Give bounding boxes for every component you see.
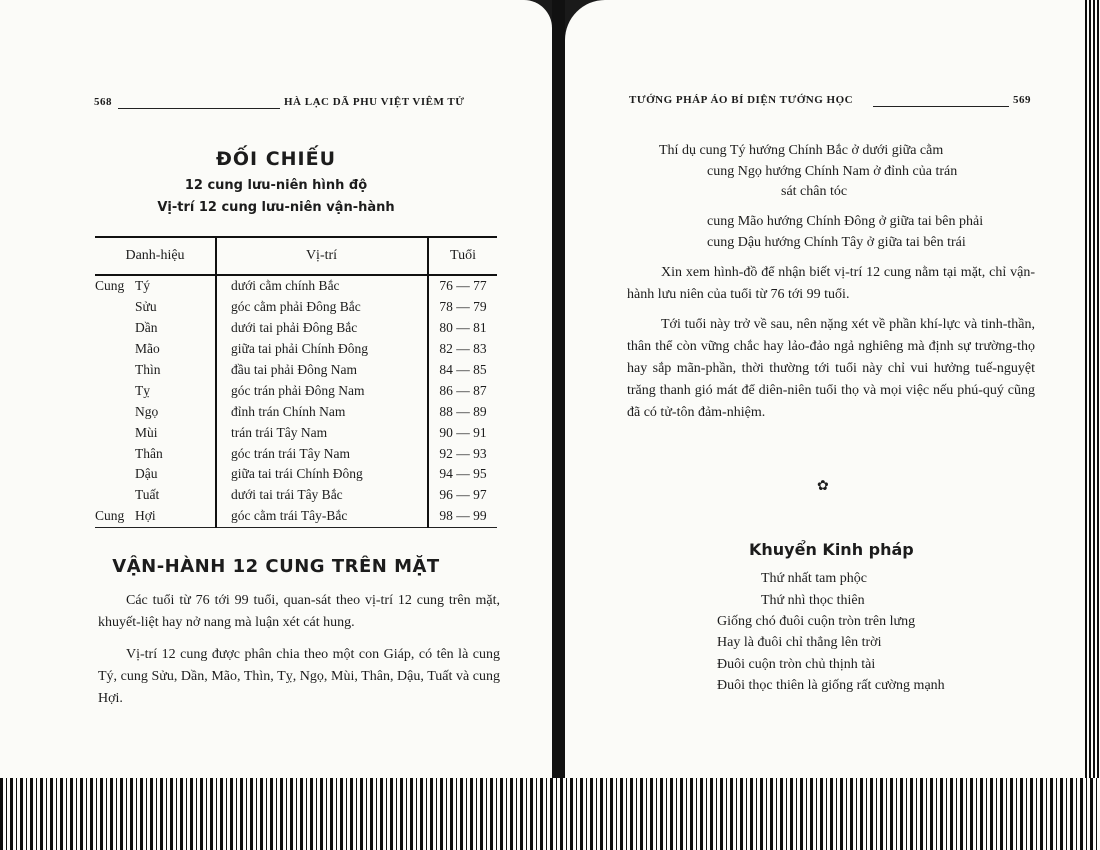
example-line-5: cung Dậu hướng Chính Tây ở giữa tai bên trái bbox=[707, 235, 966, 250]
table-row bbox=[95, 339, 497, 360]
cell-ages: 80 — 81 bbox=[439, 320, 487, 336]
example-line-1: Thí dụ cung Tý hướng Chính Bắc ở dưới giữa cằm bbox=[659, 143, 944, 158]
cell-name bbox=[95, 318, 216, 339]
paragraph-left-1: Các tuổi từ 76 tới 99 tuổi, quan-sát theo vị-trí 12 cung trên mặt, khuyết-liệt hay nở nang mà luận xét cát hung. bbox=[98, 593, 500, 630]
zodiac-name: Thìn bbox=[135, 362, 161, 377]
cell-ages: 90 — 91 bbox=[439, 424, 487, 440]
cell-ages: 94 — 95 bbox=[439, 466, 487, 482]
cung-prefix: Cung bbox=[95, 278, 125, 294]
poem-line-1: Thứ nhất tam phộc bbox=[761, 571, 867, 586]
cell-ages: 96 — 97 bbox=[439, 487, 487, 503]
cell-ages: 86 — 87 bbox=[439, 382, 487, 398]
cell-ages: 76 — 77 bbox=[439, 278, 487, 294]
cell-ages: 98 — 99 bbox=[428, 506, 497, 527]
zodiac-name: Tý bbox=[135, 278, 150, 294]
table-row bbox=[95, 275, 497, 297]
page-number-left: 568 bbox=[94, 96, 112, 108]
cell-name bbox=[95, 275, 216, 297]
cell-position: đỉnh trán Chính Nam bbox=[216, 401, 428, 422]
cell-name bbox=[95, 464, 216, 485]
zodiac-name: Dần bbox=[135, 320, 158, 336]
poem-line-3: Giống chó đuôi cuộn tròn trên lưng bbox=[717, 614, 916, 629]
poem-line-6: Đuôi thọc thiên là giống rất cường mạnh bbox=[717, 678, 945, 693]
poem-line-4: Hay là đuôi chỉ thẳng lên trời bbox=[717, 635, 882, 650]
table-row bbox=[95, 318, 497, 339]
section-title-van-hanh: VẬN-HÀNH 12 CUNG TRÊN MẶT bbox=[112, 556, 440, 577]
cell-ages: 78 — 79 bbox=[439, 299, 487, 315]
poem-line-2: Thứ nhì thọc thiên bbox=[761, 593, 865, 608]
book-gutter bbox=[552, 0, 565, 790]
table-row bbox=[95, 401, 497, 422]
zodiac-name: Mão bbox=[135, 341, 160, 357]
cell-ages: 88 — 89 bbox=[439, 403, 487, 419]
cell-position: giữa tai trái Chính Đông bbox=[216, 464, 428, 485]
cell-name bbox=[95, 443, 216, 464]
scan-edge-artifact bbox=[1085, 0, 1100, 790]
cell-ages: 84 — 85 bbox=[439, 362, 487, 377]
cell-ages: 82 — 83 bbox=[439, 341, 487, 357]
running-header-right: TƯỚNG PHÁP ÁO BÍ DIỆN TƯỚNG HỌC bbox=[629, 94, 854, 106]
column-header-position: Vị-trí bbox=[216, 237, 428, 275]
zodiac-name: Tuất bbox=[135, 487, 160, 503]
subtitle-2: Vị-trí 12 cung lưu-niên vận-hành bbox=[157, 200, 395, 215]
flower-ornament-icon: ✿ bbox=[817, 479, 829, 494]
cung-prefix: Cung bbox=[95, 508, 125, 524]
paragraph-right-2: Tới tuổi này trở về sau, nên nặng xét về phần khí-lực và tinh-thần, thân thể còn vững chắc hay lảo-đảo ngả nghiêng mà định sự trường-thọ hay sắp mãn-phần, thời thường tới tuổi này chỉ vui hưởng tuế-nguyệt trăng thanh gió mát để diên-niên tuổi thọ và mọi việc nếu phú-quý cũng đã có tử-tôn đảm-nhiệm. bbox=[627, 317, 1035, 420]
column-header-name: Danh-hiệu bbox=[95, 237, 216, 275]
cell-name bbox=[95, 422, 216, 443]
cell-position: đầu tai phải Đông Nam bbox=[216, 360, 428, 381]
table-row bbox=[95, 380, 497, 401]
table-row bbox=[95, 422, 497, 443]
paragraph-right-1: Xin xem hình-đồ để nhận biết vị-trí 12 cung nằm tại mặt, chỉ vận-hành lưu niên của tuổi từ 76 tới 99 tuổi. bbox=[627, 265, 1035, 302]
section-title-doi-chieu: ĐỐI CHIẾU bbox=[215, 148, 337, 170]
header-rule-left bbox=[118, 108, 280, 109]
page-number-right: 569 bbox=[1013, 94, 1031, 106]
example-line-2: cung Ngọ hướng Chính Nam ở đỉnh của trán bbox=[707, 164, 958, 179]
table-row bbox=[95, 360, 497, 381]
table-row bbox=[95, 464, 497, 485]
cell-name bbox=[95, 360, 216, 381]
table-row bbox=[95, 485, 497, 506]
cell-ages: 92 — 93 bbox=[439, 445, 487, 461]
section-title-khuyen-kinh: Khuyển Kinh pháp bbox=[749, 540, 914, 559]
cell-position: góc trán phải Đông Nam bbox=[216, 380, 428, 401]
cell-position: trán trái Tây Nam bbox=[216, 422, 428, 443]
cell-position: dưới tai phải Đông Bắc bbox=[216, 318, 428, 339]
poem-line-5: Đuôi cuộn tròn chủ thịnh tài bbox=[717, 657, 876, 672]
cell-name bbox=[95, 401, 216, 422]
age-position-table bbox=[95, 236, 497, 528]
column-header-ages: Tuổi bbox=[428, 237, 497, 275]
cell-name bbox=[95, 339, 216, 360]
scan-bottom-artifact bbox=[0, 778, 1100, 850]
table-row bbox=[95, 443, 497, 464]
cell-position: góc cằm trái Tây-Bắc bbox=[216, 506, 428, 527]
zodiac-name: Hợi bbox=[135, 508, 156, 524]
running-header-left: HÀ LẠC DÃ PHU VIỆT VIÊM TỬ bbox=[284, 96, 465, 108]
cell-position: góc trán trái Tây Nam bbox=[216, 443, 428, 464]
paragraph-left-2: Vị-trí 12 cung được phân chia theo một con Giáp, có tên là cung Tý, cung Sửu, Dần, Mão, Thìn, Tỵ, Ngọ, Mùi, Thân, Dậu, Tuất và cung Hợi. bbox=[98, 647, 500, 706]
example-line-4: cung Mão hướng Chính Đông ở giữa tai bên phải bbox=[707, 214, 984, 229]
zodiac-name: Ngọ bbox=[135, 403, 159, 419]
cell-name bbox=[95, 297, 216, 318]
zodiac-name: Mùi bbox=[135, 424, 158, 440]
left-page bbox=[0, 0, 552, 790]
cell-position: giữa tai phải Chính Đông bbox=[216, 339, 428, 360]
cell-position: góc cằm phải Đông Bắc bbox=[216, 297, 428, 318]
cell-name bbox=[95, 380, 216, 401]
example-line-3: sát chân tóc bbox=[781, 184, 848, 199]
table-header-row bbox=[95, 237, 497, 275]
subtitle-1: 12 cung lưu-niên hình độ bbox=[184, 178, 368, 193]
cell-position: dưới tai trái Tây Bắc bbox=[216, 485, 428, 506]
cell-name bbox=[95, 506, 216, 527]
cell-position: dưới cằm chính Bắc bbox=[216, 275, 428, 297]
cell-name bbox=[95, 485, 216, 506]
zodiac-name: Sửu bbox=[135, 299, 157, 315]
table-row bbox=[95, 506, 497, 527]
right-page bbox=[565, 0, 1100, 790]
zodiac-name: Tỵ bbox=[135, 382, 150, 398]
header-rule-right bbox=[873, 106, 1009, 107]
table-row bbox=[95, 297, 497, 318]
zodiac-name: Dậu bbox=[135, 466, 158, 482]
zodiac-name: Thân bbox=[135, 445, 163, 461]
